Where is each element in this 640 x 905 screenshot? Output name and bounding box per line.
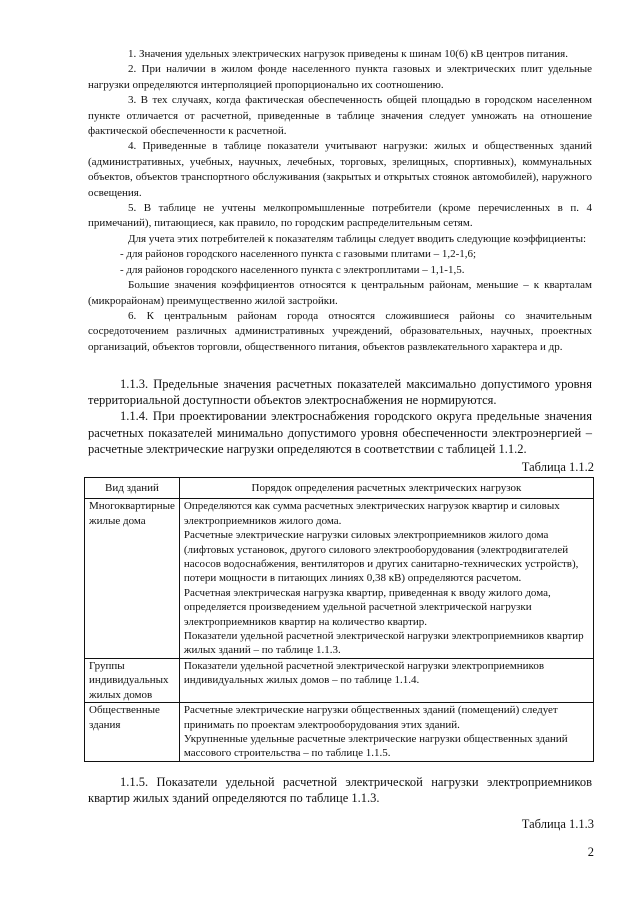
table-1-1-2 (84, 477, 594, 762)
paragraph-1-1-5: 1.1.5. Показатели удельной расчетной электрической нагрузки электроприемников квартир жилых зданий определяются по таблице 1.1.3. (88, 775, 592, 806)
rule-text: Определяются как сумма расчетных электрических нагрузок квартир и силовых электроприемников жилого дома. (183, 500, 560, 527)
table-row (85, 658, 594, 702)
note-3: 3. В тех случаях, когда фактическая обеспеченность общей площадью в городском населенном пункте отличается от расчетной, приведенные в таблице значения следует умножать на отношение фактической обеспеченности к расчетной. (88, 94, 592, 138)
header-load-procedure: Порядок определения расчетных электрических нагрузок (179, 478, 593, 499)
rule-text: Расчетные электрические нагрузки силовых электроприемников жилого дома (лифтовых установок, другого силового электрооборудования (электродвигателей насосов водоснабжения, вентиляторов и других санитарно-технических устройств), потери мощности в питающих линиях 0,38 кВ) определяются расчетом. (183, 529, 579, 585)
row-building-type: Общественные здания (85, 703, 180, 762)
note-5-coefficients-intro: Для учета этих потребителей к показателям таблицы следует вводить следующие коэффициенты: (128, 232, 587, 245)
row-building-type: Группы индивидуальных жилых домов (85, 658, 180, 702)
note-2: 2. При наличии в жилом фонде населенного пункта газовых и электрических плит удельные нагрузки определяются интерполяцией пропорционально их соотношению. (88, 63, 592, 91)
row-load-procedure (179, 658, 593, 702)
rule-text: Расчетные электрические нагрузки общественных зданий (помещений) следует принимать по проектам электрооборудования этих зданий. (183, 704, 558, 731)
table-row (85, 703, 594, 762)
note-5-coef-electric: - для районов городского населенного пункта с электроплитами – 1,1-1,5. (120, 263, 465, 276)
paragraph-1-1-3: 1.1.3. Предельные значения расчетных показателей максимально допустимого уровня территориальной доступности объектов электроснабжения не нормируются. (88, 377, 592, 408)
rule-text: Показатели удельной расчетной электрической нагрузки электроприемников индивидуальных жилых домов – по таблице 1.1.4. (183, 659, 545, 687)
rule-text: Расчетная электрическая нагрузка квартир, приведенная к вводу жилого дома, определяется произведением удельной расчетной электрической нагрузки электроприемников квартир на количество квартир. (183, 586, 551, 628)
header-building-type: Вид зданий (85, 478, 180, 499)
table-caption-1-1-3: Таблица 1.1.3 (521, 817, 594, 831)
paragraph-1-1-5-block (88, 774, 592, 806)
row-load-procedure (179, 499, 593, 658)
note-4: 4. Приведенные в таблице показатели учитывают нагрузки: жилых и общественных зданий (административных, учебных, научных, лечебных, торговых, зрелищных, спортивных), коммунальных объектов, объектов транспортного обслуживания (закрытых и открытых стоянок автомобилей), наружного освещения. (88, 140, 592, 199)
table-row (85, 499, 594, 658)
table-header-row (85, 478, 594, 499)
note-1: 1. Значения удельных электрических нагрузок приведены к шинам 10(6) кВ центров питания. (128, 48, 568, 60)
note-6: 6. К центральным районам города относятся сложившиеся районы со значительным сосредоточением различных административных учреждений, образовательных, научных, проектных организаций, объектов торговли, общественного питания, объектов развлекательного характера и др. (88, 309, 592, 353)
note-5: 5. В таблице не учтены мелкопромышленные потребители (кроме перечисленных в п. 4 примечаний), питающиеся, как правило, по городским распределительным сетям. (88, 202, 592, 230)
rule-text: Показатели удельной расчетной электрической нагрузки электроприемников квартир жилых зданий – по таблице 1.1.3. (183, 630, 584, 657)
note-5-coef-gas: - для районов городского населенного пункта с газовыми плитами – 1,2-1,6; (120, 248, 477, 261)
note-5-coef-remark: Большие значения коэффициентов относятся к центральным районам, меньшие – к кварталам (микрорайонам) преимущественно жилой застройки. (88, 279, 592, 307)
page-number: 2 (587, 845, 594, 859)
row-building-type: Многоквартирные жилые дома (85, 499, 180, 658)
paragraph-1-1-3-block (88, 376, 592, 457)
table-notes (88, 47, 592, 355)
rule-text: Укрупненные удельные расчетные электрические нагрузки общественных зданий массового строительства – по таблице 1.1.5. (183, 732, 568, 760)
paragraph-1-1-4: 1.1.4. При проектировании электроснабжения городского округа предельные значения расчетных показателей минимально допустимого уровня обеспеченности электроэнергией – расчетные электрические нагрузки определяются в соответствии с таблицей 1.1.2. (88, 409, 592, 456)
row-load-procedure (179, 703, 593, 762)
table-caption-1-1-2: Таблица 1.1.2 (521, 460, 594, 474)
